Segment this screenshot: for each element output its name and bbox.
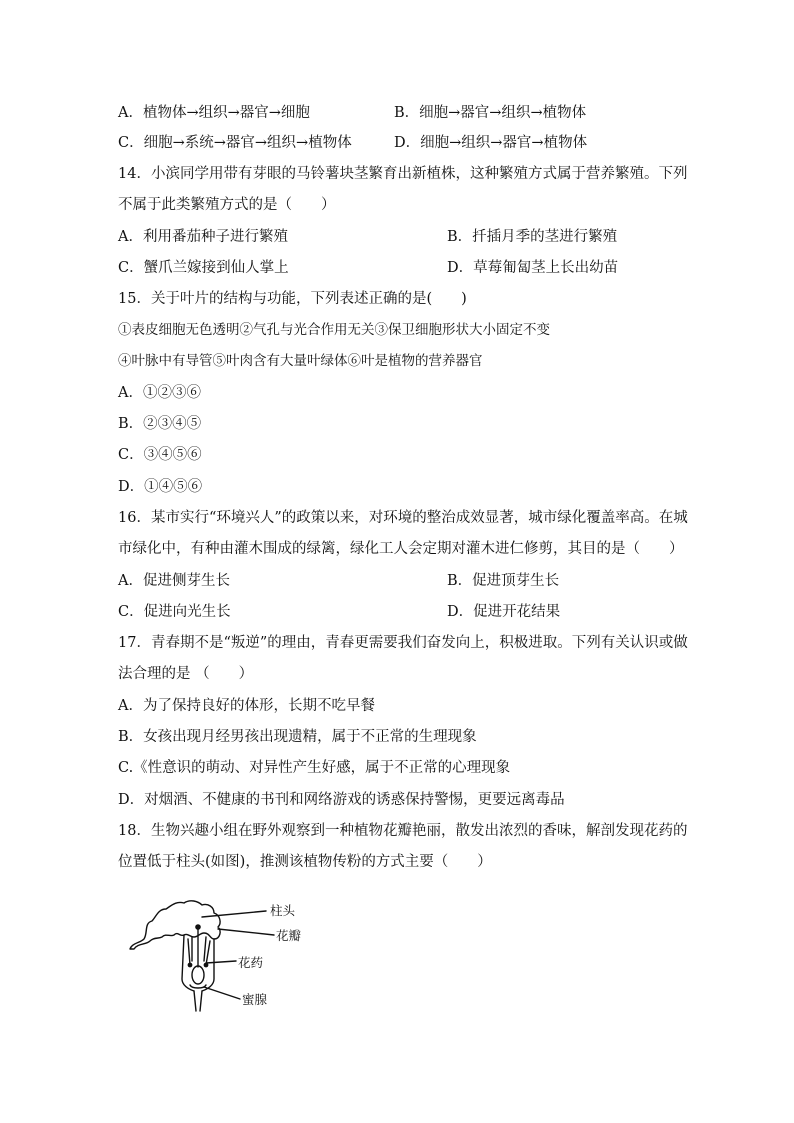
leader-stigma (202, 911, 266, 917)
ovary (192, 966, 204, 984)
q17-option-b: B．女孩出现月经男孩出现遗精，属于不正常的生理现象 (118, 729, 477, 745)
q15-statements-line1: ①表皮细胞无色透明②气孔与光合作用无关③保卫细胞形状大小固定不变 (118, 322, 550, 338)
q16-option-a: A．促进侧芽生长 (118, 573, 230, 589)
q18-stem-line1: 18．生物兴趣小组在野外观察到一种植物花瓣艳丽，散发出浓烈的香味，解剖发现花药的 (118, 823, 688, 839)
q15-option-d: D．①④⑤⑥ (118, 479, 203, 495)
q14-option-a: A．利用番茄种子进行繁殖 (118, 229, 288, 245)
q14-stem-line2: 不属于此类繁殖方式的是（ ） (118, 197, 336, 213)
anther-2 (204, 963, 209, 968)
stamen-filament-right (204, 937, 210, 965)
leader-nectary (204, 987, 240, 999)
flower-diagram (118, 893, 318, 1013)
q14-option-b: B．扦插月季的茎进行繁殖 (447, 229, 618, 245)
q17-stem-line2: 法合理的是 （ ） (118, 666, 254, 682)
label-petal: 花瓣 (276, 928, 302, 943)
q13-option-d: D．细胞→组织→器官→植物体 (394, 135, 588, 151)
anther-1 (188, 963, 193, 968)
petal-outline (130, 901, 220, 949)
q13-option-c: C．细胞→系统→器官→组织→植物体 (118, 135, 352, 151)
q15-option-b: B．②③④⑤ (118, 416, 202, 432)
flower-stalk (194, 991, 202, 1011)
label-anther: 花药 (238, 955, 264, 970)
q16-option-c: C．促进向光生长 (118, 604, 231, 620)
q15-statements-line2: ④叶脉中有导管⑤叶肉含有大量叶绿体⑥叶是植物的营养器官 (118, 353, 483, 369)
leader-anther (206, 961, 236, 963)
q14-option-c: C．蟹爪兰嫁接到仙人掌上 (118, 260, 289, 276)
q13-option-a: A．植物体→组织→器官→细胞 (118, 105, 310, 121)
label-nectary: 蜜腺 (242, 992, 268, 1007)
q17-option-a: A．为了保持良好的体形，长期不吃早餐 (118, 698, 375, 714)
stigma (195, 924, 201, 930)
q14-option-d: D．草莓匍匐茎上长出幼苗 (447, 260, 619, 276)
q16-option-d: D．促进开花结果 (447, 604, 561, 620)
q16-stem-line1: 16．某市实行“环境兴人”的政策以来，对环境的整治成效显著，城市绿化覆盖率高。在城 (118, 510, 688, 526)
q18-stem-line2: 位置低于柱头(如图)，推测该植物传粉的方式主要（ ） (118, 854, 492, 870)
leader-petal (218, 929, 274, 935)
q16-option-b: B．促进顶芽生长 (447, 573, 560, 589)
q17-option-c: C.《性意识的萌动、对异性产生好感，属于不正常的心理现象 (118, 760, 511, 776)
stamen-filament-left (188, 937, 192, 965)
q15-option-c: C．③④⑤⑥ (118, 447, 202, 463)
q17-option-d: D．对烟酒、不健康的书刊和网络游戏的诱惑保持警惕，更要远离毒品 (118, 792, 565, 808)
q14-stem-line1: 14．小滨同学用带有芽眼的马铃薯块茎繁育出新植株，这种繁殖方式属于营养繁殖。下列 (118, 166, 688, 182)
q17-stem-line1: 17．青春期不是“叛逆”的理由，青春更需要我们奋发向上，积极进取。下列有关认识或做 (118, 635, 688, 651)
q15-stem: 15．关于叶片的结构与功能，下列表述正确的是( ) (118, 291, 467, 307)
q15-option-a: A．①②③⑥ (118, 385, 201, 401)
label-stigma: 柱头 (270, 903, 296, 918)
q13-option-b: B．细胞→器官→组织→植物体 (394, 105, 587, 121)
q16-stem-line2: 市绿化中，有种由灌木围成的绿篱，绿化工人会定期对灌木进仁修剪，其目的是（ ） (118, 541, 684, 557)
